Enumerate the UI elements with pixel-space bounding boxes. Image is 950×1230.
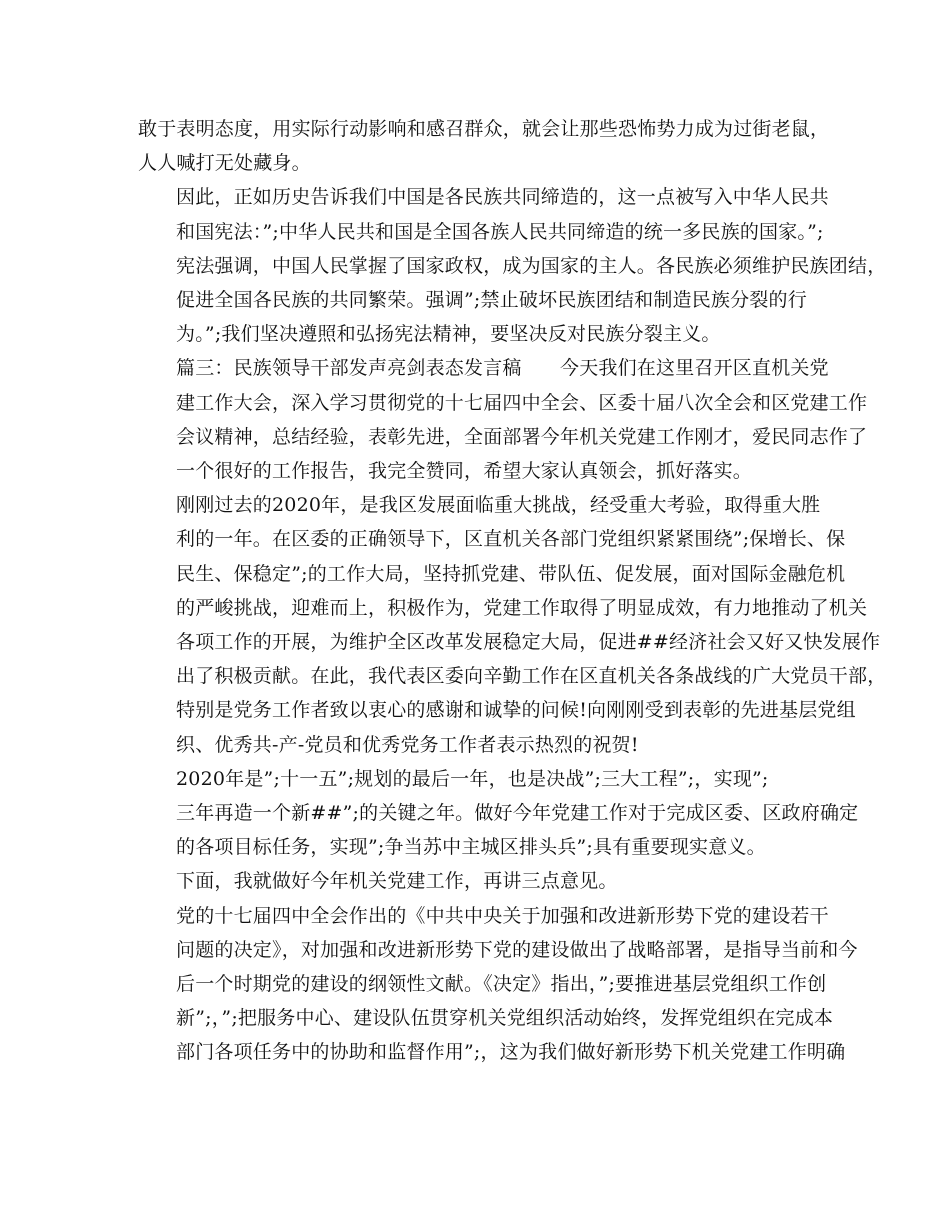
paragraph bbox=[138, 864, 828, 898]
paragraph bbox=[138, 351, 868, 488]
text-line: 出了积极贡献。在此，我代表区委向辛勤工作在区直机关各条战线的广大党员干部， bbox=[176, 665, 887, 688]
text-line: 一个很好的工作报告，我完全赞同，希望大家认真领会，抓好落实。 bbox=[176, 460, 753, 483]
text-line: 下面，我就做好今年机关党建工作，再讲三点意见。 bbox=[176, 870, 618, 893]
paragraph bbox=[138, 112, 828, 180]
text-line: 因此，正如历史告诉我们中国是各民族共同缔造的，这一点被写入中华人民共 bbox=[176, 186, 829, 209]
text-line: 三年再造一个新##”;的关键之年。做好今年党建工作对于完成区委、区政府确定 bbox=[176, 802, 859, 825]
text-line: 和国宪法：”;中华人民共和国是全国各族人民共同缔造的统一多民族的国家。”; bbox=[176, 220, 824, 243]
document-body bbox=[138, 112, 887, 1070]
text-line: 新”;，”;把服务中心、建设队伍贯穿机关党组织活动始终，发挥党组织在完成本 bbox=[176, 1007, 834, 1030]
text-line: 建工作大会，深入学习贯彻党的十七届四中全会、区委十届八次全会和区党建工作 bbox=[176, 391, 868, 414]
text-line: 宪法强调，中国人民掌握了国家政权，成为国家的主人。各民族必须维护民族团结， bbox=[176, 254, 887, 277]
text-line: 的各项目标任务，实现”;争当苏中主城区排头兵”;具有重要现实意义。 bbox=[176, 836, 766, 859]
text-line: 为。”;我们坚决遵照和弘扬宪法精神，要坚决反对民族分裂主义。 bbox=[176, 323, 721, 346]
paragraph bbox=[138, 180, 887, 351]
text-line: 后一个时期党的建设的纲领性文献。《决定》指出，”;要推进基层党组织工作创 bbox=[176, 973, 827, 996]
text-line: 敢于表明态度，用实际行动影响和感召群众，就会让那些恐怖势力成为过街老鼠， bbox=[138, 118, 830, 140]
text-line: 部门各项任务中的协助和监督作用”;，这为我们做好新形势下机关党建工作明确 bbox=[176, 1041, 846, 1064]
text-line: 的严峻挑战，迎难而上，积极作为，党建工作取得了明显成效，有力地推动了机关 bbox=[176, 596, 868, 619]
text-line: 刚刚过去的2020年，是我区发展面临重大挑战，经受重大考验，取得重大胜 bbox=[176, 494, 821, 517]
text-line: 党的十七届四中全会作出的《中共中央关于加强和改进新形势下党的建设若干 bbox=[176, 904, 829, 927]
paragraph bbox=[138, 762, 859, 865]
text-line: 各项工作的开展，为维护全区改革发展稳定大局，促进##经济社会又好又快发展作 bbox=[176, 631, 881, 654]
paragraph bbox=[138, 488, 887, 762]
text-line: 促进全国各民族的共同繁荣。强调”;禁止破坏民族团结和制造民族分裂的行 bbox=[176, 289, 807, 312]
text-line: 人人喊打无处藏身。 bbox=[138, 152, 311, 175]
paragraph bbox=[138, 899, 858, 1070]
text-line: 2020年是”;十一五”;规划的最后一年，也是决战”;三大工程”;，实现”; bbox=[176, 767, 769, 790]
text-line: 会议精神，总结经验，表彰先进，全面部署今年机关党建工作刚才，爱民同志作了 bbox=[176, 425, 868, 448]
text-line: 织、优秀共-产-党员和优秀党务工作者表示热烈的祝贺! bbox=[176, 733, 639, 756]
text-line: 问题的决定》，对加强和改进新形势下党的建设做出了战略部署，是指导当前和今 bbox=[176, 938, 858, 961]
text-line: 特别是党务工作者致以衷心的感谢和诚挚的问候!向刚刚受到表彰的先进基层党组 bbox=[176, 699, 856, 722]
text-line: 篇三：民族领导干部发声亮剑表态发言稿 今天我们在这里召开区直机关党 bbox=[176, 357, 829, 380]
text-line: 民生、保稳定”;的工作大局，坚持抓党建、带队伍、促发展，面对国际金融危机 bbox=[176, 562, 846, 585]
text-line: 利的一年。在区委的正确领导下，区直机关各部门党组织紧紧围绕”;保增长、保 bbox=[176, 528, 846, 551]
